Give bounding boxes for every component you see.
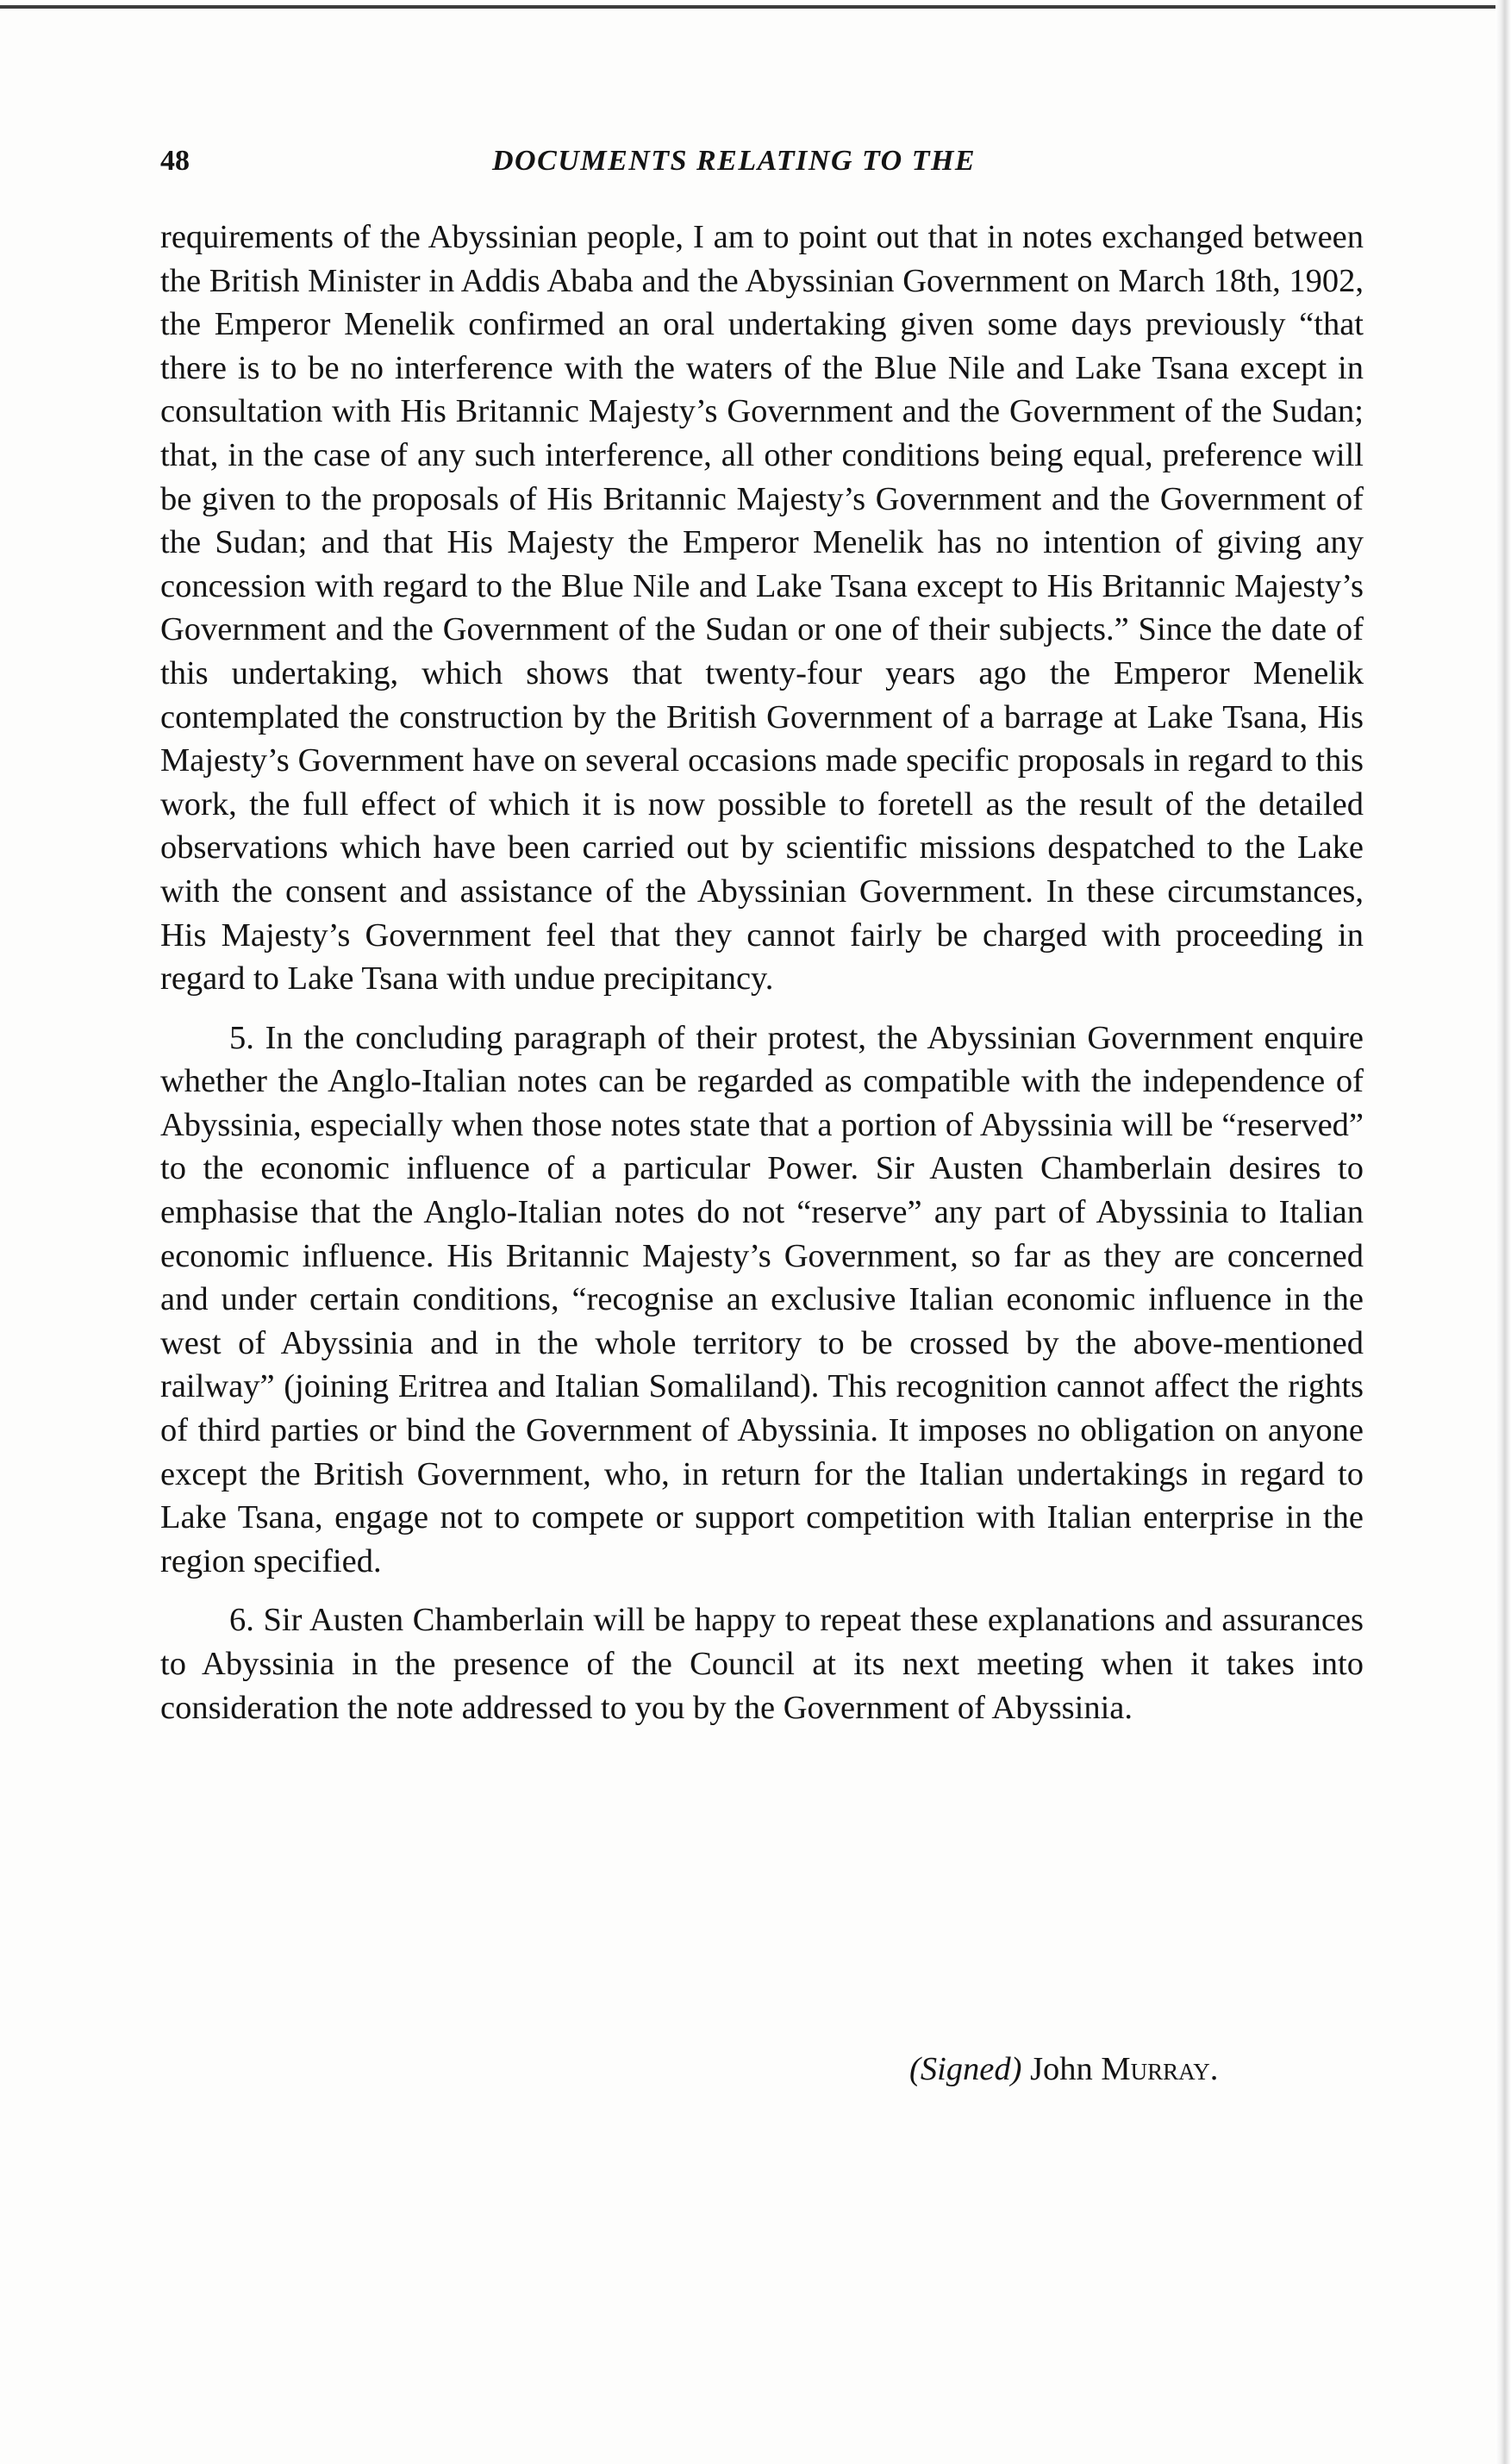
signature-period: . [1209,2051,1219,2087]
scan-top-rule [0,5,1511,9]
running-title: DOCUMENTS RELATING TO THE [492,145,977,177]
page-number: 48 [160,145,190,177]
paragraph-6: 6. Sir Austen Chamberlain will be happy to repeat these explanations and assurances to Abyssinia in the presence of the Council at its next meeting when it takes into consideration the note addressed to you by the Government of Abyssinia. [160,1602,1364,1726]
page-header [160,145,1367,197]
paragraph-continuation: requirements of the Abyssinian people, I am to point out that in notes exchanged between the British Minister in Addis Ababa and the Abyssinian Government on March 18th, 1902, the Emperor Menelik confirmed an oral undertaking given some days previously “that there is to be no interference with the waters of the Blue Nile and Lake Tsana except in consultation with His Britannic Majesty’s Government and the Government of the Sudan; that, in the case of any such interference, all other conditions being equal, preference will be given to the proposals of His Britannic Majesty’s Government and the Government of the Sudan; and that His Majesty the Emperor Menelik has no intention of giving any concession with regard to the Blue Nile and Lake Tsana except to His Britannic Majesty’s Government and the Government of the Sudan or one of their subjects.” Since the date of this undertaking, which shows that twenty-four years ago the Emperor Menelik contemplated the construction by the British Government of a barrage at Lake Tsana, His Majesty’s Government have on several occasions made specific proposals in regard to this work, the full effect of which it is now possible to foretell as the result of the detailed observations which have been carried out by scientific missions despatched to the Lake with the consent and assistance of the Abyssinian Government. In these circumstances, His Majesty’s Government feel that they cannot fairly be charged with proceeding in regard to Lake Tsana with undue precipitancy. [160,219,1364,997]
signatory-first-name: John [1030,2051,1093,2087]
paragraph-5: 5. In the concluding paragraph of their protest, the Abyssinian Government enquire whether the Anglo-Italian notes can be regarded as compatible with the independence of Abyssinia, especially when those notes state that a portion of Abyssinia will be “reserved” to the economic influence of a particular Power. Sir Austen Chamberlain desires to emphasise that the Anglo-Italian notes do not “reserve” any part of Abyssinia to Italian economic influence. His Britannic Majesty’s Government, so far as they are concerned and under certain conditions, “recognise an exclusive Italian economic influence in the west of Abyssinia and in the whole territory to be crossed by the above-mentioned railway” (joining Eritrea and Italian Somaliland). This recognition cannot affect the rights of third parties or bind the Government of Abyssinia. It imposes no obligation on anyone except the British Government, who, in return for the Italian undertakings in regard to Lake Tsana, engage not to compete or support competition with Italian enterprise in the region specified. [160,1019,1364,1579]
signed-label: (Signed) [909,2051,1022,2087]
scan-binding-edge [1495,0,1511,2464]
body-text [160,216,1364,1729]
signature-line [909,2050,1218,2088]
signatory-surname: Murray [1101,2051,1210,2087]
